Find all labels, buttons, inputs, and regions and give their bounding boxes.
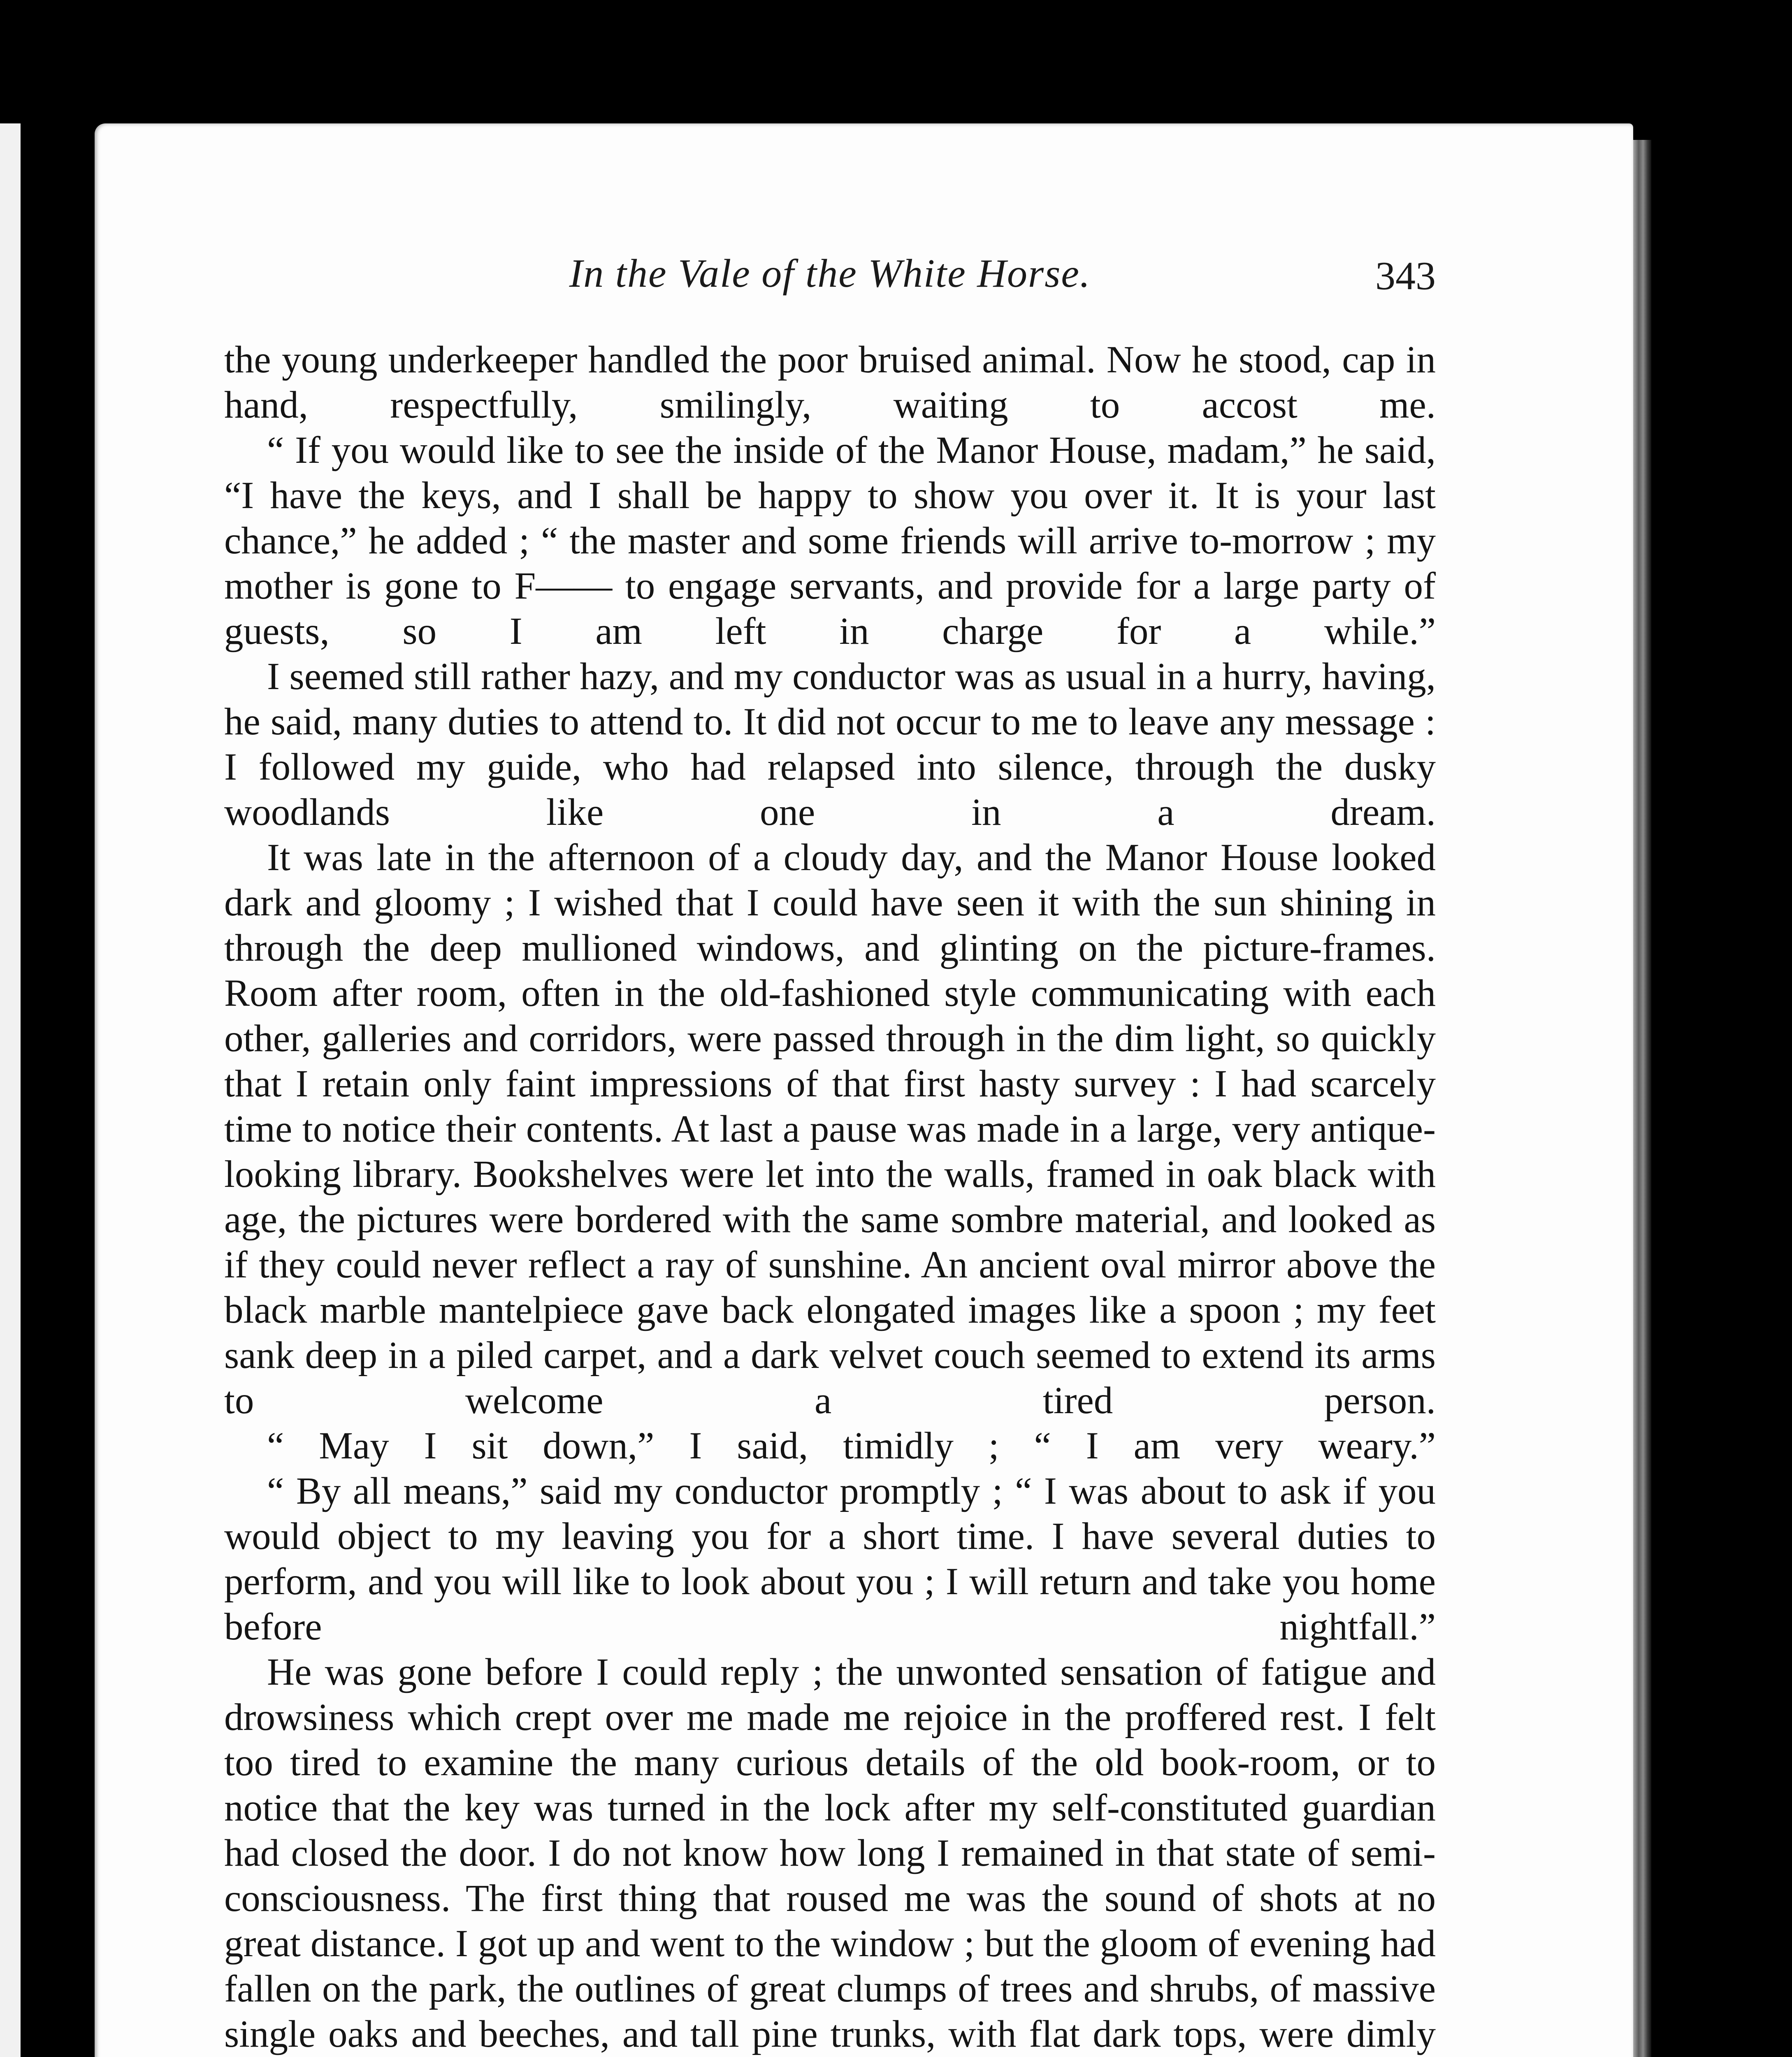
paragraph: “ If you would like to see the inside of the Manor House, madam,” he said, “I have the keys, and I shall be happy to show you over it. It is your last chance,” he added ; “ the master and some friends will arrive to-morrow ; my mother is gone to F—— to engage servants, and provide for a large party of guests, so I am left in charge for a while.”: [224, 429, 1436, 652]
paragraph: It was late in the afternoon of a cloudy day, and the Manor House looked dark and gloomy ; I wished that I could have seen it with the sun shining in through the deep mullioned windows, and glinting on the picture-frames. Room after room, often in the old-fashioned style communicating with each other, galleries and corridors, were passed through in the dim light, so quickly that I retain only faint impressions of that first hasty survey : I had scarcely time to notice their contents. At last a pause was made in a large, very antique-looking library. Bookshelves were let into the walls, framed in oak black with age, the pictures were bordered with the same sombre material, and looked as if they could never reflect a ray of sunshine. An ancient oval mirror above the black marble mantelpiece gave back elongated images like a spoon ; my feet sank deep in a piled carpet, and a dark velvet couch seemed to extend its arms to welcome a tired person.: [224, 836, 1436, 1422]
page-stack-edge: [1633, 140, 1651, 2057]
paragraph: He was gone before I could reply ; the unwonted sensation of fatigue and drowsiness which crept over me made me rejoice in the proffered rest. I felt too tired to examine the many curious details of the old book-room, or to notice that the key was turned in the lock after my self-constituted guardian had closed the door. I do not know how long I remained in that state of semi-consciousness. The first thing that roused me was the sound of shots at no great distance. I got up and went to the window ; but the gloom of evening had fallen on the park, the outlines of great clumps of trees and shrubs, of massive single oaks and beeches, and tall pine trunks, with flat dark tops, were dimly: [224, 1651, 1436, 2055]
page-number: 343: [1375, 254, 1436, 298]
body-text: [224, 337, 1436, 2057]
previous-page-edge: [0, 123, 21, 2057]
paragraph: “ May I sit down,” I said, timidly ; “ I am very weary.”: [267, 1425, 1436, 1467]
paragraph: the young underkeeper handled the poor bruised animal. Now he stood, cap in hand, respectfully, smilingly, waiting to accost me.: [224, 339, 1436, 426]
page-header: [224, 243, 1436, 304]
paragraph: I seemed still rather hazy, and my conductor was as usual in a hurry, having, he said, many duties to attend to. It did not occur to me to leave any message : I followed my guide, who had relapsed into silence, through the dusky woodlands like one in a dream.: [224, 655, 1436, 833]
paragraph: “ By all means,” said my conductor promptly ; “ I was about to ask if you would object to my leaving you for a short time. I have several duties to perform, and you will like to look about you ; I will return and take you home before nightfall.”: [224, 1470, 1436, 1648]
running-title: In the Vale of the White Horse.: [569, 251, 1091, 296]
